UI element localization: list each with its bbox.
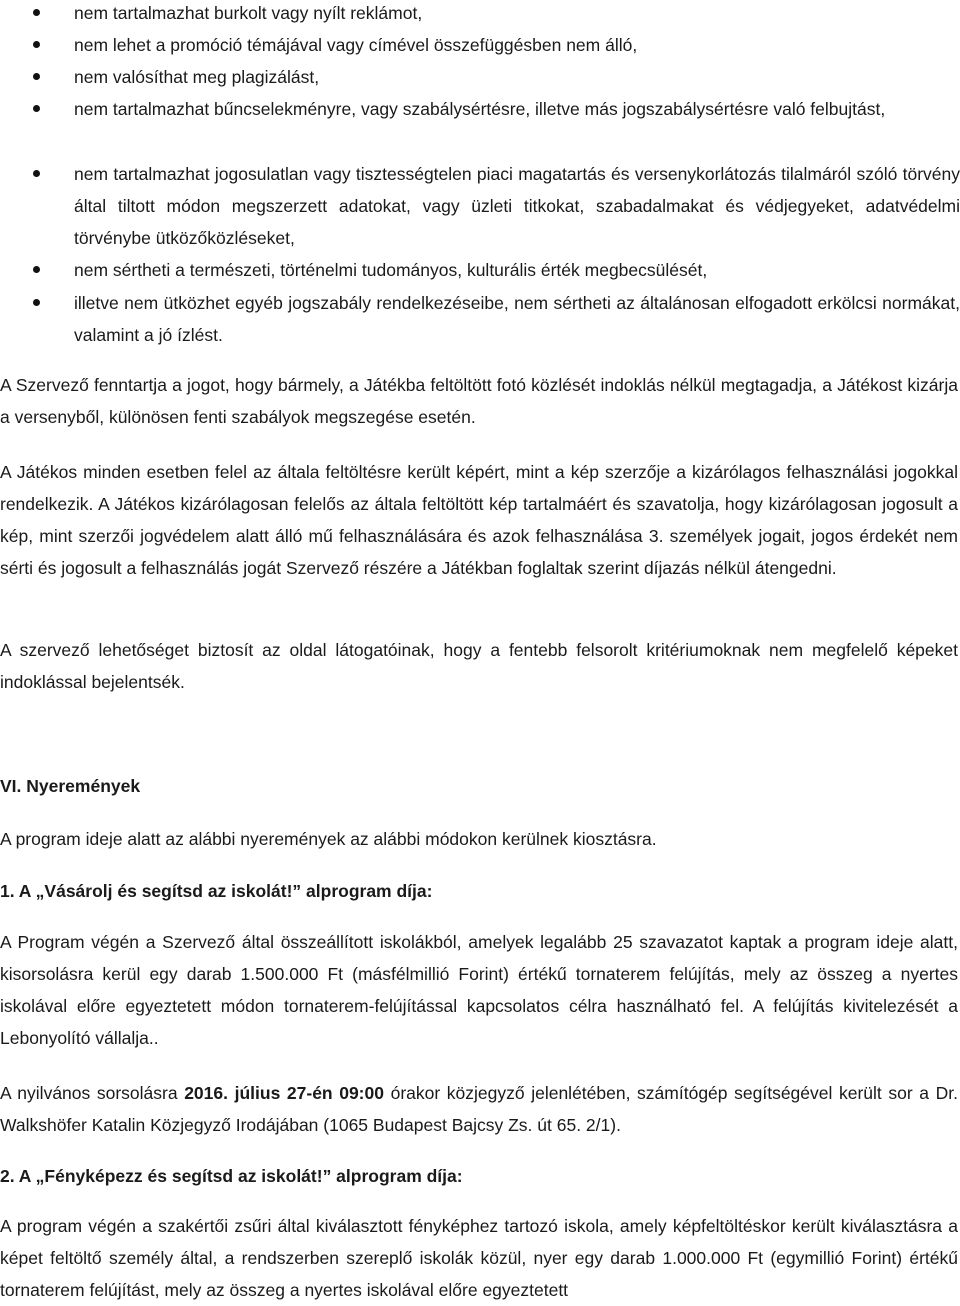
bullet-icon [33, 266, 40, 273]
list-item: nem tartalmazhat jogosulatlan vagy tisztességtelen piaci magatartás és versenykorlátozás tilalmáról szóló törvény által tiltott módon megszerzett adatokat, vagy üzleti titkokat, szabadalmakat és védjegyeket, adatvédelmi törvénybe ütközőközléseket, [0, 158, 960, 254]
report-paragraph: A szervező lehetőséget biztosít az oldal látogatóinak, hogy a fentebb felsorolt kritériumoknak nem megfelelő képeket indoklással bejelentsék. [0, 640, 958, 692]
subprogram-1-heading: 1. A „Vásárolj és segítsd az iskolát!” alprogram díja: [0, 881, 433, 901]
list-item: nem valósíthat meg plagizálást, [0, 61, 960, 93]
bullet-icon [33, 9, 40, 16]
subprogram-2-prize: A program végén a szakértői zsűri által kiválasztott fényképhez tartozó iskola, amely képfeltöltéskor került kiválasztásra a képet feltöltő személy által, a rendszerben szereplő iskolák közül, nyer egy darab 1.000.000 Ft (egymillió Forint) értékű tornaterem felújítást, mely az összeg a nyertes iskolával előre egyeztetett [0, 1216, 958, 1300]
subprogram-2-heading: 2. A „Fényképezz és segítsd az iskolát!” alprogram díja: [0, 1166, 463, 1186]
bullet-icon [33, 170, 40, 177]
list-item: nem lehet a promóció témájával vagy címével összefüggésben nem álló, [0, 29, 960, 61]
bullet-icon [33, 73, 40, 80]
section-heading: VI. Nyeremények [0, 776, 141, 796]
draw-paragraph: A nyilvános sorsolásra 2016. július 27-én 09:00 órakor közjegyző jelenlétében, számítógép segítségével került sor a Dr. Walkshöfer Katalin Közjegyző Irodájában (1065 Budapest Bajcsy Zs. út 65. 2/1). [0, 1083, 958, 1135]
bullet-icon [33, 299, 40, 306]
list-item: nem tartalmazhat burkolt vagy nyílt reklámot, [0, 0, 960, 29]
subprogram-1-prize: A Program végén a Szervező által összeállított iskolákból, amelyek legalább 25 szavazatot kaptak a program ideje alatt, kisorsolásra kerül egy darab 1.500.000 Ft (másfélmillió Forint) értékű tornaterem felújítás, mely az összeg a nyertes iskolával előre egyeztetett módon tornaterem-felújítással kapcsolatos célra használható fel. A felújítás kivitelezését a Lebonyolító vállalja.. [0, 932, 958, 1048]
list-item: nem tartalmazhat bűncselekményre, vagy szabálysértésre, illetve más jogszabálysértésre való felbujtást, [0, 93, 960, 125]
bullet-icon [33, 105, 40, 112]
liability-paragraph: A Játékos minden esetben felel az általa feltöltésre került képért, mint a kép szerzője a kizárólagos felhasználási jogokkal rendelkezik. A Játékos kizárólagosan felelős az általa feltöltött kép tartalmáért és szavatolja, hogy kizárólagosan jogosult a kép, mint szerzői jogvédelem alatt álló mű felhasználására és azok felhasználása 3. személyek jogait, jogos érdekét nem sérti és jogosult a felhasználás jogát Szervező részére a Játékban foglaltak szerint díjazás nélkül átengedni. [0, 462, 958, 578]
bullet-icon [33, 41, 40, 48]
list-item: illetve nem ütközhet egyéb jogszabály rendelkezéseibe, nem sértheti az általánosan elfogadott erkölcsi normákat, valamint a jó ízlést. [0, 287, 960, 351]
list-item: nem sértheti a természeti, történelmi tudományos, kulturális érték megbecsülését, [0, 254, 960, 286]
rejection-paragraph: A Szervező fenntartja a jogot, hogy bármely, a Játékba feltöltött fotó közlését indoklás nélkül megtagadja, a Játékost kizárja a versenyből, különösen fenti szabályok megszegése esetén. [0, 375, 958, 427]
prizes-intro: A program ideje alatt az alábbi nyeremények az alábbi módokon kerülnek kiosztásra. [0, 829, 657, 849]
